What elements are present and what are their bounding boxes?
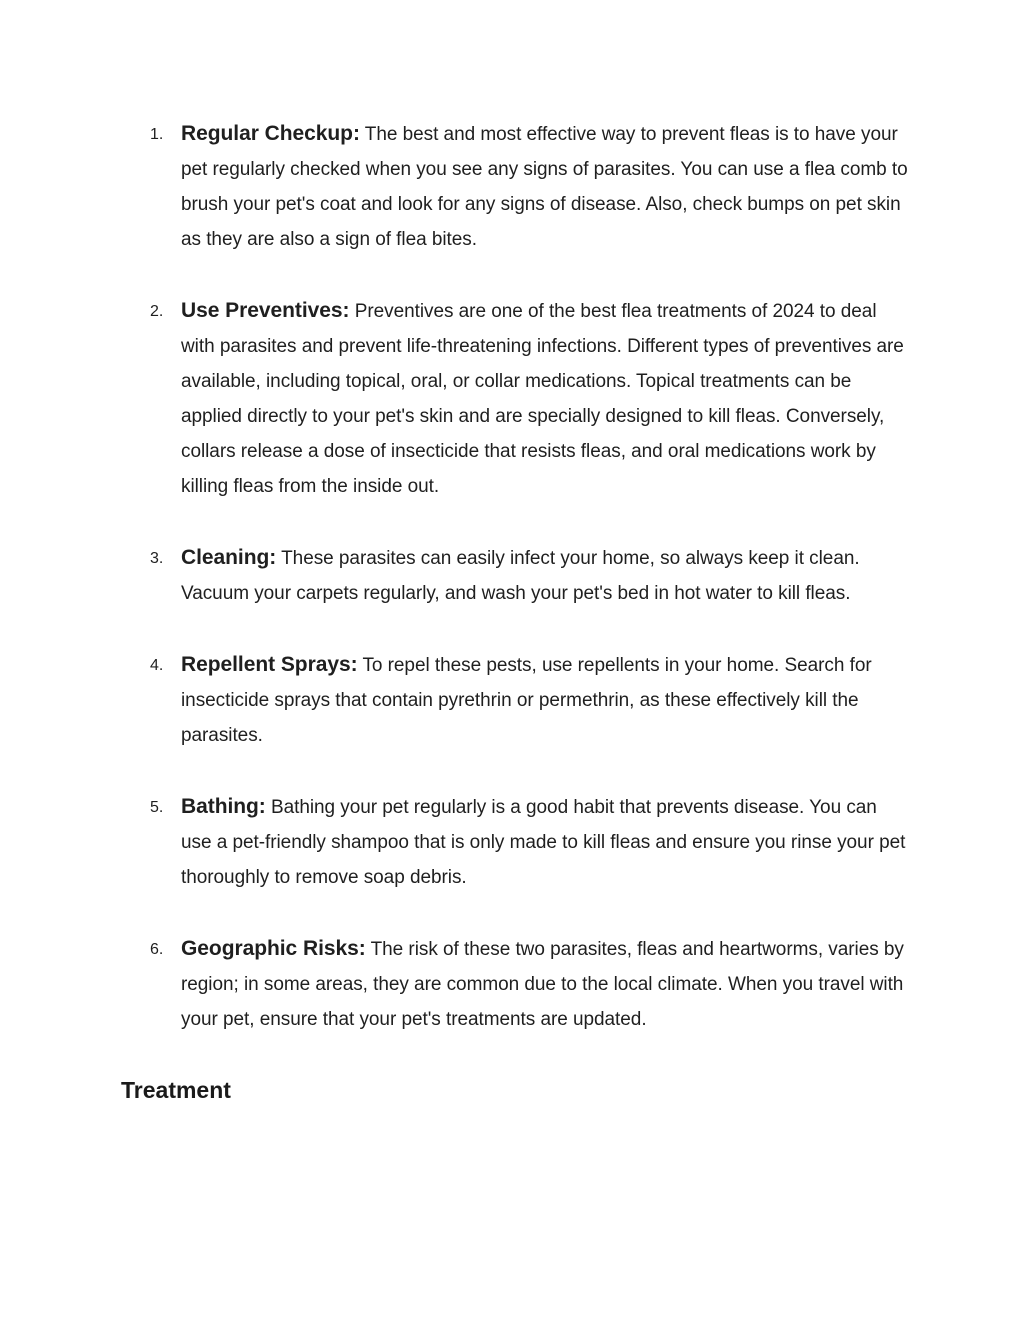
prevention-tips-list — [0, 116, 1024, 1073]
list-item-body — [181, 789, 911, 895]
list-item-body — [181, 647, 911, 753]
list-item-geographic-risks — [0, 931, 1024, 1037]
list-item-title: Geographic Risks: — [181, 937, 366, 960]
list-item-text: Bathing your pet regularly is a good habit that prevents disease. You can use a pet-friendly shampoo that is only made to kill fleas and ensure you rinse your pet thoroughly to remove soap debris. — [181, 797, 906, 888]
treatment-heading: Treatment — [121, 1077, 231, 1103]
list-item-text: To repel these pests, use repellents in your home. Search for insecticide sprays that contain pyrethrin or permethrin, as these effectively kill the parasites. — [181, 655, 872, 746]
list-item-text: These parasites can easily infect your home, so always keep it clean. Vacuum your carpets regularly, and wash your pet's bed in hot water to kill fleas. — [181, 548, 860, 604]
list-item-title: Cleaning: — [181, 546, 277, 569]
list-number: 3. — [150, 550, 164, 567]
list-number: 1. — [150, 126, 164, 143]
list-item-text: The best and most effective way to prevent fleas is to have your pet regularly checked when you see any signs of parasites. You can use a flea comb to brush your pet's coat and look for any signs of disease. Also, check bumps on pet skin as they are also a sign of flea bites. — [181, 124, 908, 250]
list-item-title: Bathing: — [181, 795, 266, 818]
list-item-title: Use Preventives: — [181, 299, 350, 322]
list-item-cleaning — [0, 540, 1024, 611]
list-item-bathing — [0, 789, 1024, 895]
list-item-text: Preventives are one of the best flea treatments of 2024 to deal with parasites and prevent life-threatening infections. Different types of preventives are available, including topical, oral, or collar medications. Topical treatments can be applied directly to your pet's skin and are specially designed to kill fleas. Conversely, collars release a dose of insecticide that resists fleas, and oral medications work by killing fleas from the inside out. — [181, 301, 904, 497]
list-number: 6. — [150, 941, 164, 958]
list-item-repellent-sprays — [0, 647, 1024, 753]
list-number: 4. — [150, 657, 164, 674]
list-item-body — [181, 931, 911, 1037]
list-item-regular-checkup — [0, 116, 1024, 257]
list-item-text: The risk of these two parasites, fleas and heartworms, varies by region; in some areas, they are common due to the local climate. When you travel with your pet, ensure that your pet's treatments are updated. — [181, 939, 904, 1030]
list-item-body — [181, 293, 911, 504]
list-item-use-preventives — [0, 293, 1024, 504]
list-item-body — [181, 540, 911, 611]
list-item-title: Repellent Sprays: — [181, 653, 358, 676]
list-item-title: Regular Checkup: — [181, 122, 360, 145]
list-item-body — [181, 116, 911, 257]
list-number: 5. — [150, 799, 164, 816]
list-number: 2. — [150, 303, 164, 320]
